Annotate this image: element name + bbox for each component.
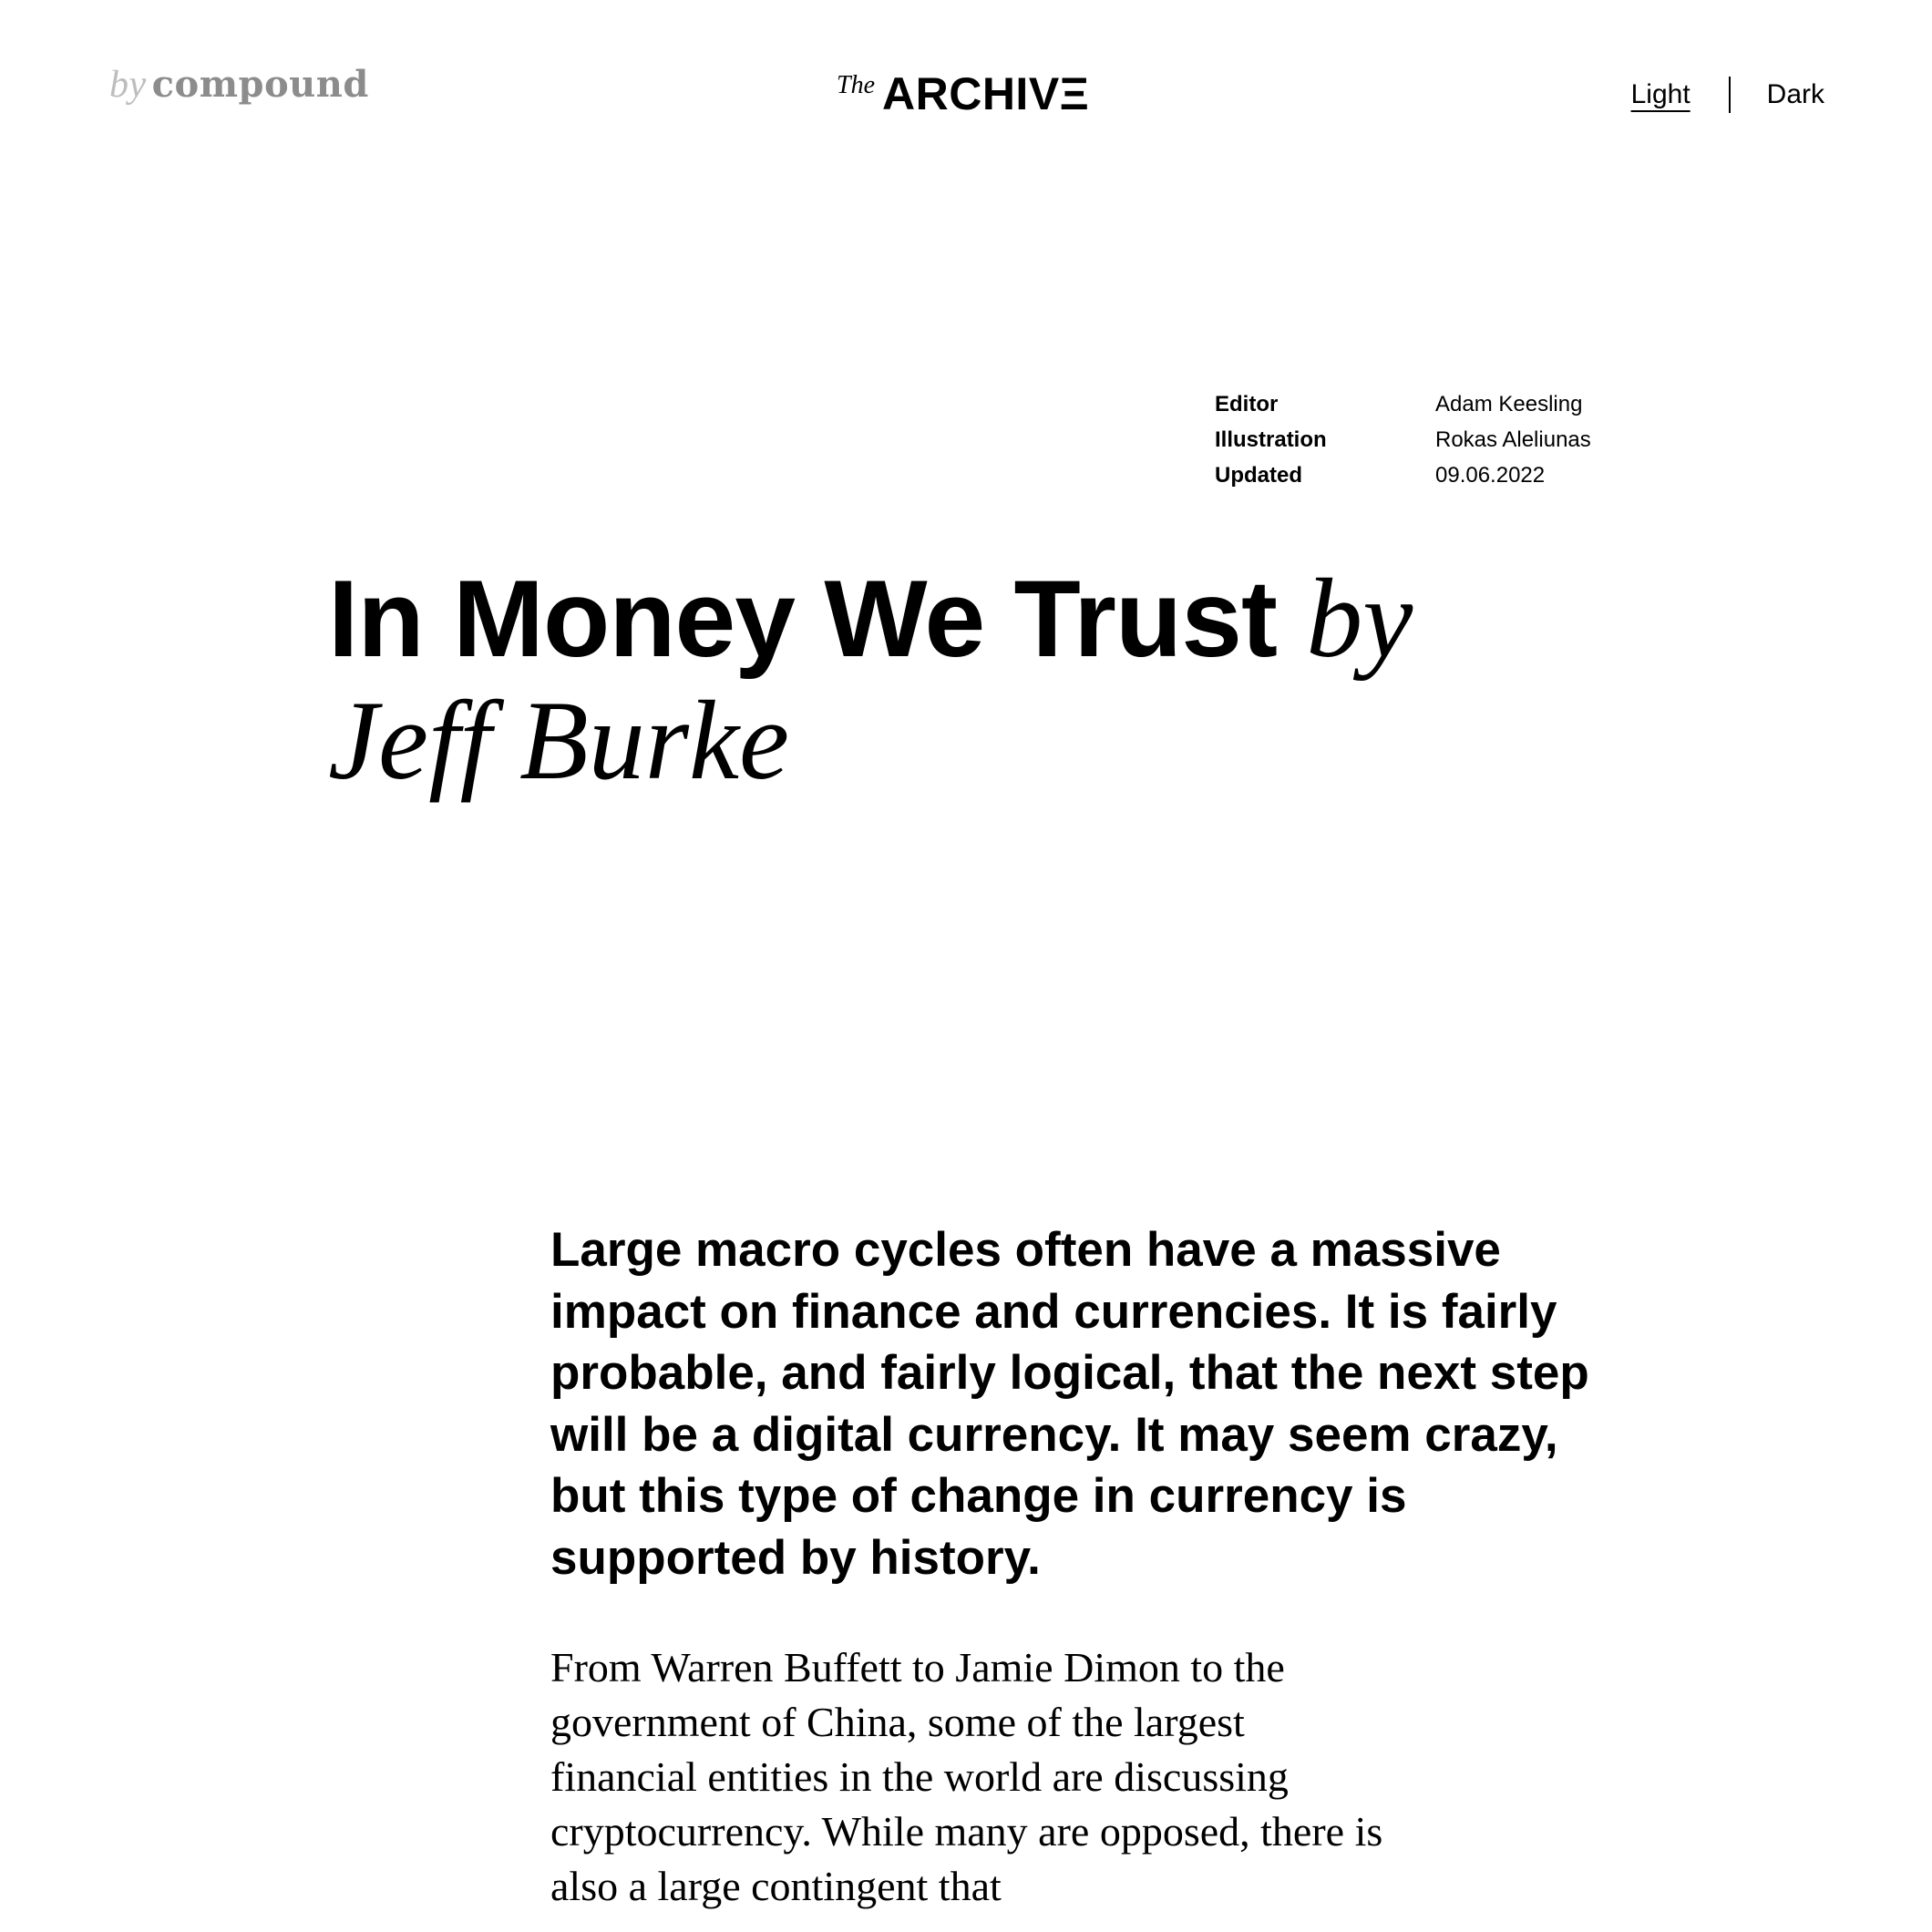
credit-value: 09.06.2022: [1435, 463, 1546, 488]
article-credits: [1215, 386, 1591, 493]
credit-label: Editor: [1215, 392, 1279, 416]
brand-prefix: by: [109, 64, 147, 106]
theme-dark-option[interactable]: Dark: [1766, 79, 1824, 109]
theme-light-option[interactable]: Light: [1630, 79, 1690, 109]
brand-name: compound: [151, 63, 369, 106]
archive-logo[interactable]: [837, 68, 1090, 119]
credit-label: Updated: [1215, 463, 1302, 488]
logo-prefix: The: [837, 71, 875, 99]
logo-name: ARCHIVΞ: [882, 68, 1090, 119]
article-body: From Warren Buffett to Jamie Dimon to the government of China, some of the largest financial entities in the world are discussing cryptocurrency. While many are opposed, there is also a large contingent that: [550, 1644, 1383, 1909]
author-name: Jeff Burke: [328, 678, 790, 803]
article-lead: Large macro cycles often have a massive impact on finance and currencies. It is fairly probable, and fairly logical, that the next step will be a digital currency. It may seem crazy, but this type of change in currency is supported by history.: [550, 1223, 1589, 1585]
credit-row-editor: [1215, 386, 1591, 422]
title-text: In Money We Trust: [328, 558, 1277, 680]
theme-divider: [1729, 77, 1731, 113]
credit-value: Rokas Aleliunas: [1435, 427, 1591, 452]
credit-label: Illustration: [1215, 427, 1327, 452]
credit-row-illustration: [1215, 422, 1591, 457]
credit-value: Adam Keesling: [1435, 392, 1583, 416]
article-title: [328, 558, 1513, 802]
theme-toggle: [1631, 77, 1824, 113]
credit-row-updated: [1215, 457, 1591, 493]
compound-brand-link[interactable]: [109, 63, 369, 106]
title-by: by: [1306, 556, 1413, 681]
